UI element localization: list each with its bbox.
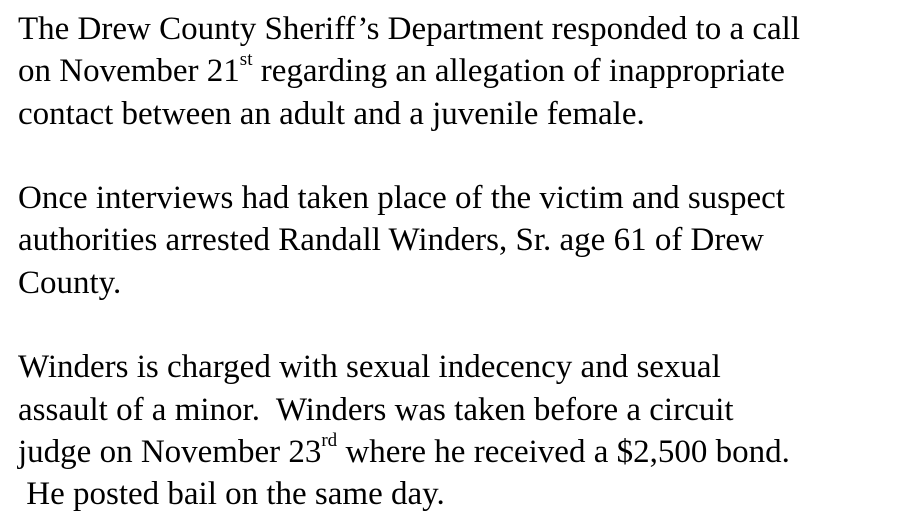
text-line: assault of a minor. Winders was taken before a circuit xyxy=(18,391,734,428)
text-run: judge on November 23 xyxy=(18,433,322,470)
text-line: County. xyxy=(18,264,122,301)
paragraph-spacer xyxy=(18,304,903,346)
paragraph-incident xyxy=(18,8,903,135)
text-run: regarding an allegation of inappropriate xyxy=(252,53,785,90)
text-line xyxy=(18,50,903,92)
text-line: Once interviews had taken place of the victim and suspect xyxy=(18,180,785,217)
text-run: where he received a $2,500 bond. xyxy=(337,433,790,470)
ordinal-suffix: rd xyxy=(321,429,338,451)
text-line xyxy=(18,431,903,473)
text-run: on November 21 xyxy=(18,53,240,90)
text-line: Winders is charged with sexual indecency and sexual xyxy=(18,349,721,386)
paragraph-charges xyxy=(18,346,903,515)
paragraph-arrest xyxy=(18,177,903,304)
text-line: authorities arrested Randall Winders, Sr. age 61 of Drew xyxy=(18,222,764,259)
paragraph-spacer xyxy=(18,135,903,177)
document-body xyxy=(18,8,903,516)
ordinal-suffix: st xyxy=(239,49,253,71)
text-line: He posted bail on the same day. xyxy=(18,476,445,513)
text-line: The Drew County Sheriff’s Department responded to a call xyxy=(18,11,800,47)
text-line: contact between an adult and a juvenile female. xyxy=(18,95,645,132)
